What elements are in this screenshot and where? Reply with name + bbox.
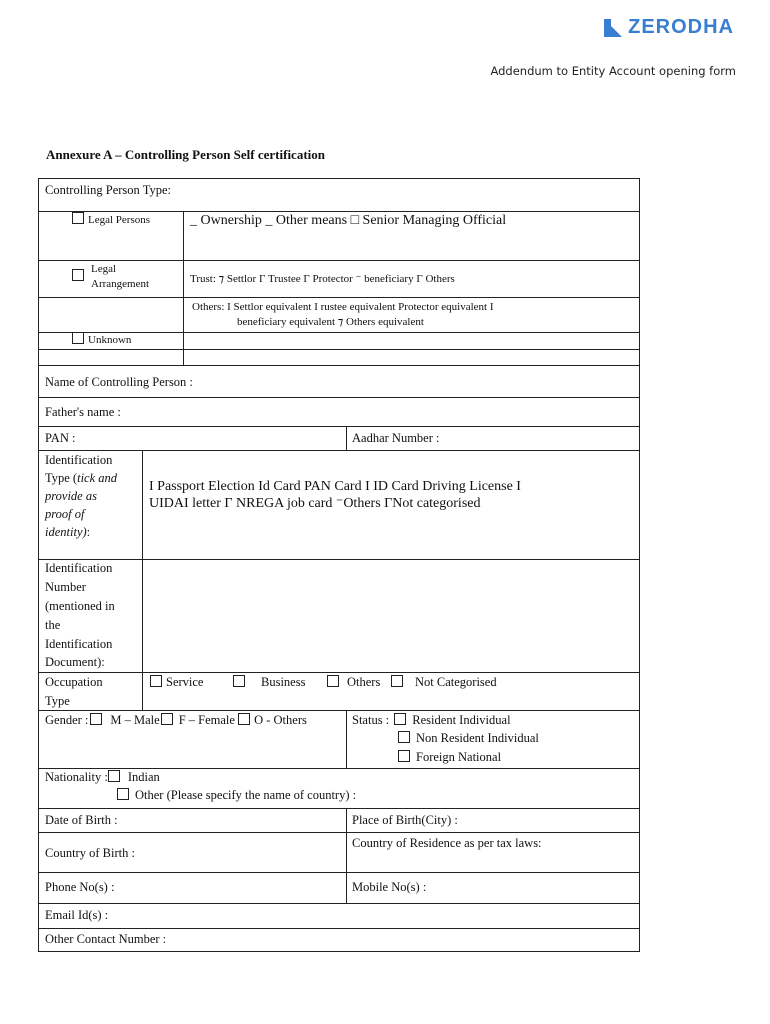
self-certification-form xyxy=(38,178,640,952)
cp-type-heading: Controlling Person Type: xyxy=(45,183,171,197)
unknown-option[interactable]: Unknown xyxy=(72,331,131,349)
gender-female-checkbox[interactable] xyxy=(161,713,173,725)
id-number-label-6: Document): xyxy=(45,655,105,669)
gender-male-checkbox[interactable] xyxy=(90,713,102,725)
others-suboptions-line1: Others: I Settlor equivalent I rustee equivalent Protector equivalent I xyxy=(192,301,494,313)
resident-checkbox[interactable] xyxy=(394,713,406,725)
page-subtitle: Addendum to Entity Account opening form xyxy=(490,64,736,78)
other-contact-label: Other Contact Number : xyxy=(45,932,167,946)
name-field-label: Name of Controlling Person : xyxy=(45,375,193,389)
brand-logo xyxy=(604,16,734,39)
legal-arrangement-checkbox[interactable] xyxy=(72,268,88,286)
cor-label: Country of Residence as per tax laws: xyxy=(352,836,542,850)
id-number-label-3: (mentioned in xyxy=(45,599,115,613)
occupation-business-option[interactable]: Business xyxy=(233,673,305,691)
id-type-label-3: provide as xyxy=(45,489,97,503)
gender-row: Gender : M – Male F – Female O - Others xyxy=(45,713,307,727)
id-number-label-1: Identification xyxy=(45,561,113,575)
legal-arrangement-label-2: Arrangement xyxy=(91,278,150,290)
nationality-other-checkbox[interactable] xyxy=(117,788,129,800)
phone-label: Phone No(s) : xyxy=(45,880,115,894)
father-name-label: Father's name : xyxy=(45,405,121,419)
nationality-row: Nationality : Indian xyxy=(45,770,160,784)
not-categorised-checkbox[interactable] xyxy=(391,675,403,687)
status-label: Status : Resident Individual xyxy=(352,713,511,727)
dob-label: Date of Birth : xyxy=(45,813,118,827)
id-number-label-5: Identification xyxy=(45,637,113,651)
others-suboptions-line2: beneficiary equivalent ⁊ Others equivalent xyxy=(237,316,424,328)
legal-persons-option[interactable]: Legal Persons xyxy=(72,211,150,229)
pob-label: Place of Birth(City) : xyxy=(352,813,458,827)
gender-others-checkbox[interactable] xyxy=(238,713,250,725)
nationality-indian-checkbox[interactable] xyxy=(108,770,120,782)
nationality-other-row: Other (Please specify the name of country) : xyxy=(117,786,356,804)
status-foreign: Foreign National xyxy=(398,748,501,766)
aadhar-label: Aadhar Number : xyxy=(352,431,440,445)
occupation-others-option[interactable]: Others xyxy=(327,673,380,691)
legal-arrangement-label-1: Legal xyxy=(91,263,117,275)
id-type-label-4: proof of xyxy=(45,507,85,521)
occupation-notcat-option[interactable]: Not Categorised xyxy=(391,673,497,691)
id-number-label-4: the xyxy=(45,618,61,632)
occupation-service-option[interactable]: Service xyxy=(150,673,203,691)
annexure-title: Annexure A – Controlling Person Self certification xyxy=(46,147,325,162)
cob-label: Country of Birth : xyxy=(45,846,135,860)
business-checkbox[interactable] xyxy=(233,675,245,687)
non-resident-checkbox[interactable] xyxy=(398,731,410,743)
legal-persons-suboptions: _ Ownership _ Other means □ Senior Managing Official xyxy=(190,213,507,228)
pan-label: PAN : xyxy=(45,431,76,445)
mobile-label: Mobile No(s) : xyxy=(352,880,427,894)
unknown-checkbox[interactable] xyxy=(72,332,84,344)
brand-name: ZERODHA xyxy=(628,16,734,38)
id-type-label-2: Type (tick and xyxy=(45,471,118,485)
trust-suboptions: Trust: ⁊ Settlor Г Trustee Г Protector ⁻ beneficiary Г Others xyxy=(190,273,455,285)
occupation-label-2: Type xyxy=(45,694,70,708)
occupation-label-1: Occupation xyxy=(45,675,103,689)
id-type-options-1: I Passport Election Id Card PAN Card I ID Card Driving License I xyxy=(149,479,521,494)
email-label: Email Id(s) : xyxy=(45,908,109,922)
id-type-options-2: UIDAI letter Г NREGA job card ⁻Others ГNot categorised xyxy=(149,496,481,511)
id-number-label-2: Number xyxy=(45,580,86,594)
zerodha-logo-icon xyxy=(604,19,622,37)
others-checkbox[interactable] xyxy=(327,675,339,687)
status-non-resident: Non Resident Individual xyxy=(398,729,539,747)
id-type-label-1: Identification xyxy=(45,453,113,467)
service-checkbox[interactable] xyxy=(150,675,162,687)
foreign-national-checkbox[interactable] xyxy=(398,750,410,762)
legal-persons-checkbox[interactable] xyxy=(72,212,84,224)
id-type-label-5: identity): xyxy=(45,525,91,539)
